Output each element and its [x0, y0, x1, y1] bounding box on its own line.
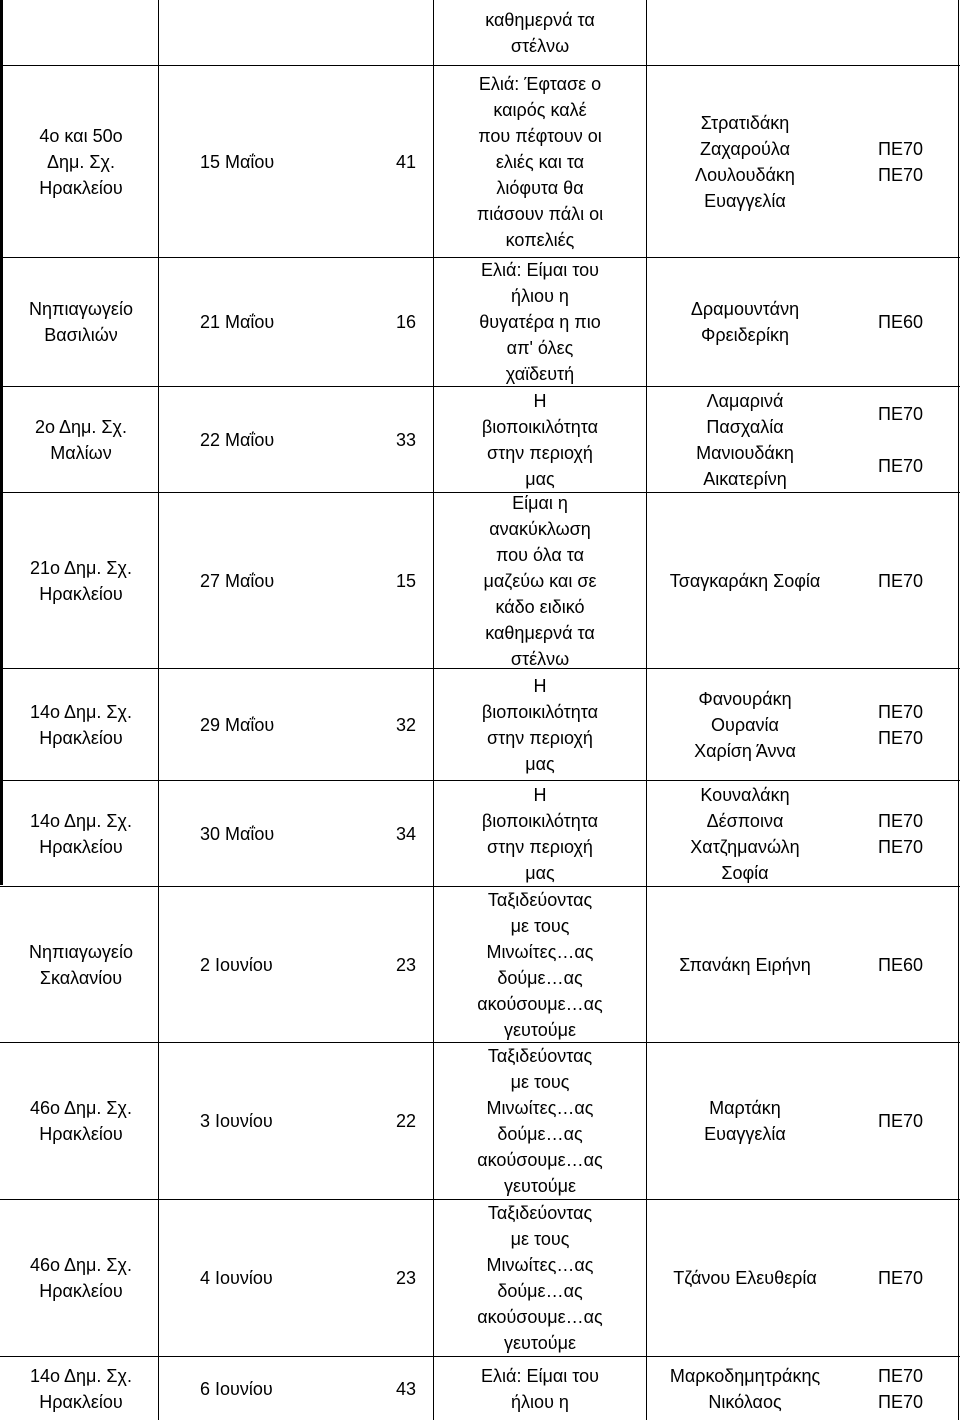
topic-cell: Ελιά: Έφτασε ο καιρός καλέ που πέφτουν οι ελιές και τα λιόφυτα θα πιάσουν πάλι οι κοπελιές — [476, 73, 604, 250]
participants-cell: 16 — [395, 312, 416, 332]
participants-cell: 33 — [395, 429, 416, 450]
participants-cell: 15 — [395, 570, 416, 591]
participants-cell: 41 — [395, 151, 416, 172]
participants-cell: 22 — [395, 1111, 416, 1131]
date-cell: 30 Μαΐου — [200, 823, 275, 844]
specialty-cell: ΠΕ70 ΠΕ70 — [877, 403, 924, 476]
specialty-cell: ΠΕ70 ΠΕ70 — [877, 810, 924, 857]
school-cell: 14ο Δημ. Σχ. Ηρακλείου — [29, 1365, 133, 1412]
specialty-cell: ΠΕ70 ΠΕ70 — [877, 1365, 924, 1412]
teachers-cell: Τσαγκαράκη Σοφία — [669, 570, 821, 591]
teachers-cell: Φανουράκη Ουρανία Χαρίση Άννα — [694, 688, 796, 761]
school-cell: Νηπιαγωγείο Σκαλανίου — [29, 941, 133, 988]
teachers-cell: Σπανάκη Ειρήνη — [679, 954, 811, 975]
table-left-border — [0, 0, 3, 885]
specialty-cell: ΠΕ70 ΠΕ70 — [877, 138, 924, 185]
school-cell: 46ο Δημ. Σχ. Ηρακλείου — [29, 1098, 133, 1144]
date-cell: 21 Μαΐου — [200, 312, 275, 332]
topic-cell: Ταξιδεύοντας με τους Μινωίτες…ας δούμε…ας ακούσουμε…ας γευτούμε — [477, 1046, 603, 1196]
school-cell: Νηπιαγωγείο Βασιλιών — [29, 299, 133, 345]
school-cell: 2ο Δημ. Σχ. Μαλίων — [34, 416, 127, 463]
date-cell: 6 Ιουνίου — [200, 1378, 273, 1399]
topic-cell: Ελιά: Είμαι του ήλιου η — [481, 1365, 599, 1412]
participants-cell: 43 — [395, 1378, 416, 1399]
date-cell: 3 Ιουνίου — [200, 1111, 273, 1131]
teachers-cell: Λαμαρινά Πασχαλία Μανιουδάκη Αικατερίνη — [696, 390, 794, 489]
specialty-cell: ΠΕ70 — [877, 570, 924, 591]
date-cell: 2 Ιουνίου — [200, 954, 273, 975]
teachers-cell: Δραμουντάνη Φρειδερίκη — [690, 299, 800, 345]
date-cell: 27 Μαΐου — [200, 570, 275, 591]
topic-cell: Η βιοποικιλότητα στην περιοχή μας — [481, 784, 599, 883]
teachers-cell: Τζάνου Ελευθερία — [673, 1268, 817, 1288]
topic-cell: Είμαι η ανακύκλωση που όλα τα μαζεύω και σε κάδο ειδικό καθημερνά τα στέλνω — [483, 492, 597, 669]
column-divider — [958, 0, 959, 1420]
date-cell: 15 Μαΐου — [200, 151, 275, 172]
participants-cell: 23 — [395, 954, 416, 975]
topic-cell: Η βιοποικιλότητα στην περιοχή μας — [481, 675, 599, 774]
school-cell: 14ο Δημ. Σχ. Ηρακλείου — [29, 701, 133, 748]
specialty-cell: ΠΕ60 — [877, 312, 924, 332]
topic-cell: Η βιοποικιλότητα στην περιοχή μας — [481, 390, 599, 489]
topic-fragment: καθημερνά τα στέλνω — [485, 9, 595, 56]
school-cell: 21ο Δημ. Σχ. Ηρακλείου — [29, 557, 133, 604]
participants-cell: 23 — [395, 1268, 416, 1288]
teachers-cell: Κουναλάκη Δέσποινα Χατζημανώλη Σοφία — [690, 784, 800, 883]
participants-cell: 34 — [395, 823, 416, 844]
teachers-cell: Στρατιδάκη Ζαχαρούλα Λουλουδάκη Ευαγγελία — [695, 112, 795, 211]
topic-cell: Ταξιδεύοντας με τους Μινωίτες…ας δούμε…ας ακούσουμε…ας γευτούμε — [477, 889, 603, 1040]
date-cell: 29 Μαΐου — [200, 714, 275, 735]
participants-cell: 32 — [395, 714, 416, 735]
topic-cell: Ταξιδεύοντας με τους Μινωίτες…ας δούμε…ας ακούσουμε…ας γευτούμε — [477, 1203, 603, 1353]
topic-cell: Ελιά: Είμαι του ήλιου η θυγατέρα η πιο απ' όλες χαϊδευτή — [479, 260, 601, 384]
date-cell: 4 Ιουνίου — [200, 1268, 273, 1288]
teachers-cell: Μαρκοδημητράκης Νικόλαος — [669, 1365, 821, 1412]
column-divider — [158, 0, 159, 1420]
teachers-cell: Μαρτάκη Ευαγγελία — [704, 1098, 786, 1144]
specialty-cell: ΠΕ70 ΠΕ70 — [877, 701, 924, 748]
school-cell: 46ο Δημ. Σχ. Ηρακλείου — [29, 1255, 133, 1301]
date-cell: 22 Μαΐου — [200, 429, 275, 450]
school-cell: 4ο και 50ο Δημ. Σχ. Ηρακλείου — [39, 125, 123, 198]
school-cell: 14ο Δημ. Σχ. Ηρακλείου — [29, 810, 133, 857]
specialty-cell: ΠΕ60 — [877, 954, 924, 975]
specialty-cell: ΠΕ70 — [877, 1111, 924, 1131]
specialty-cell: ΠΕ70 — [877, 1268, 924, 1288]
